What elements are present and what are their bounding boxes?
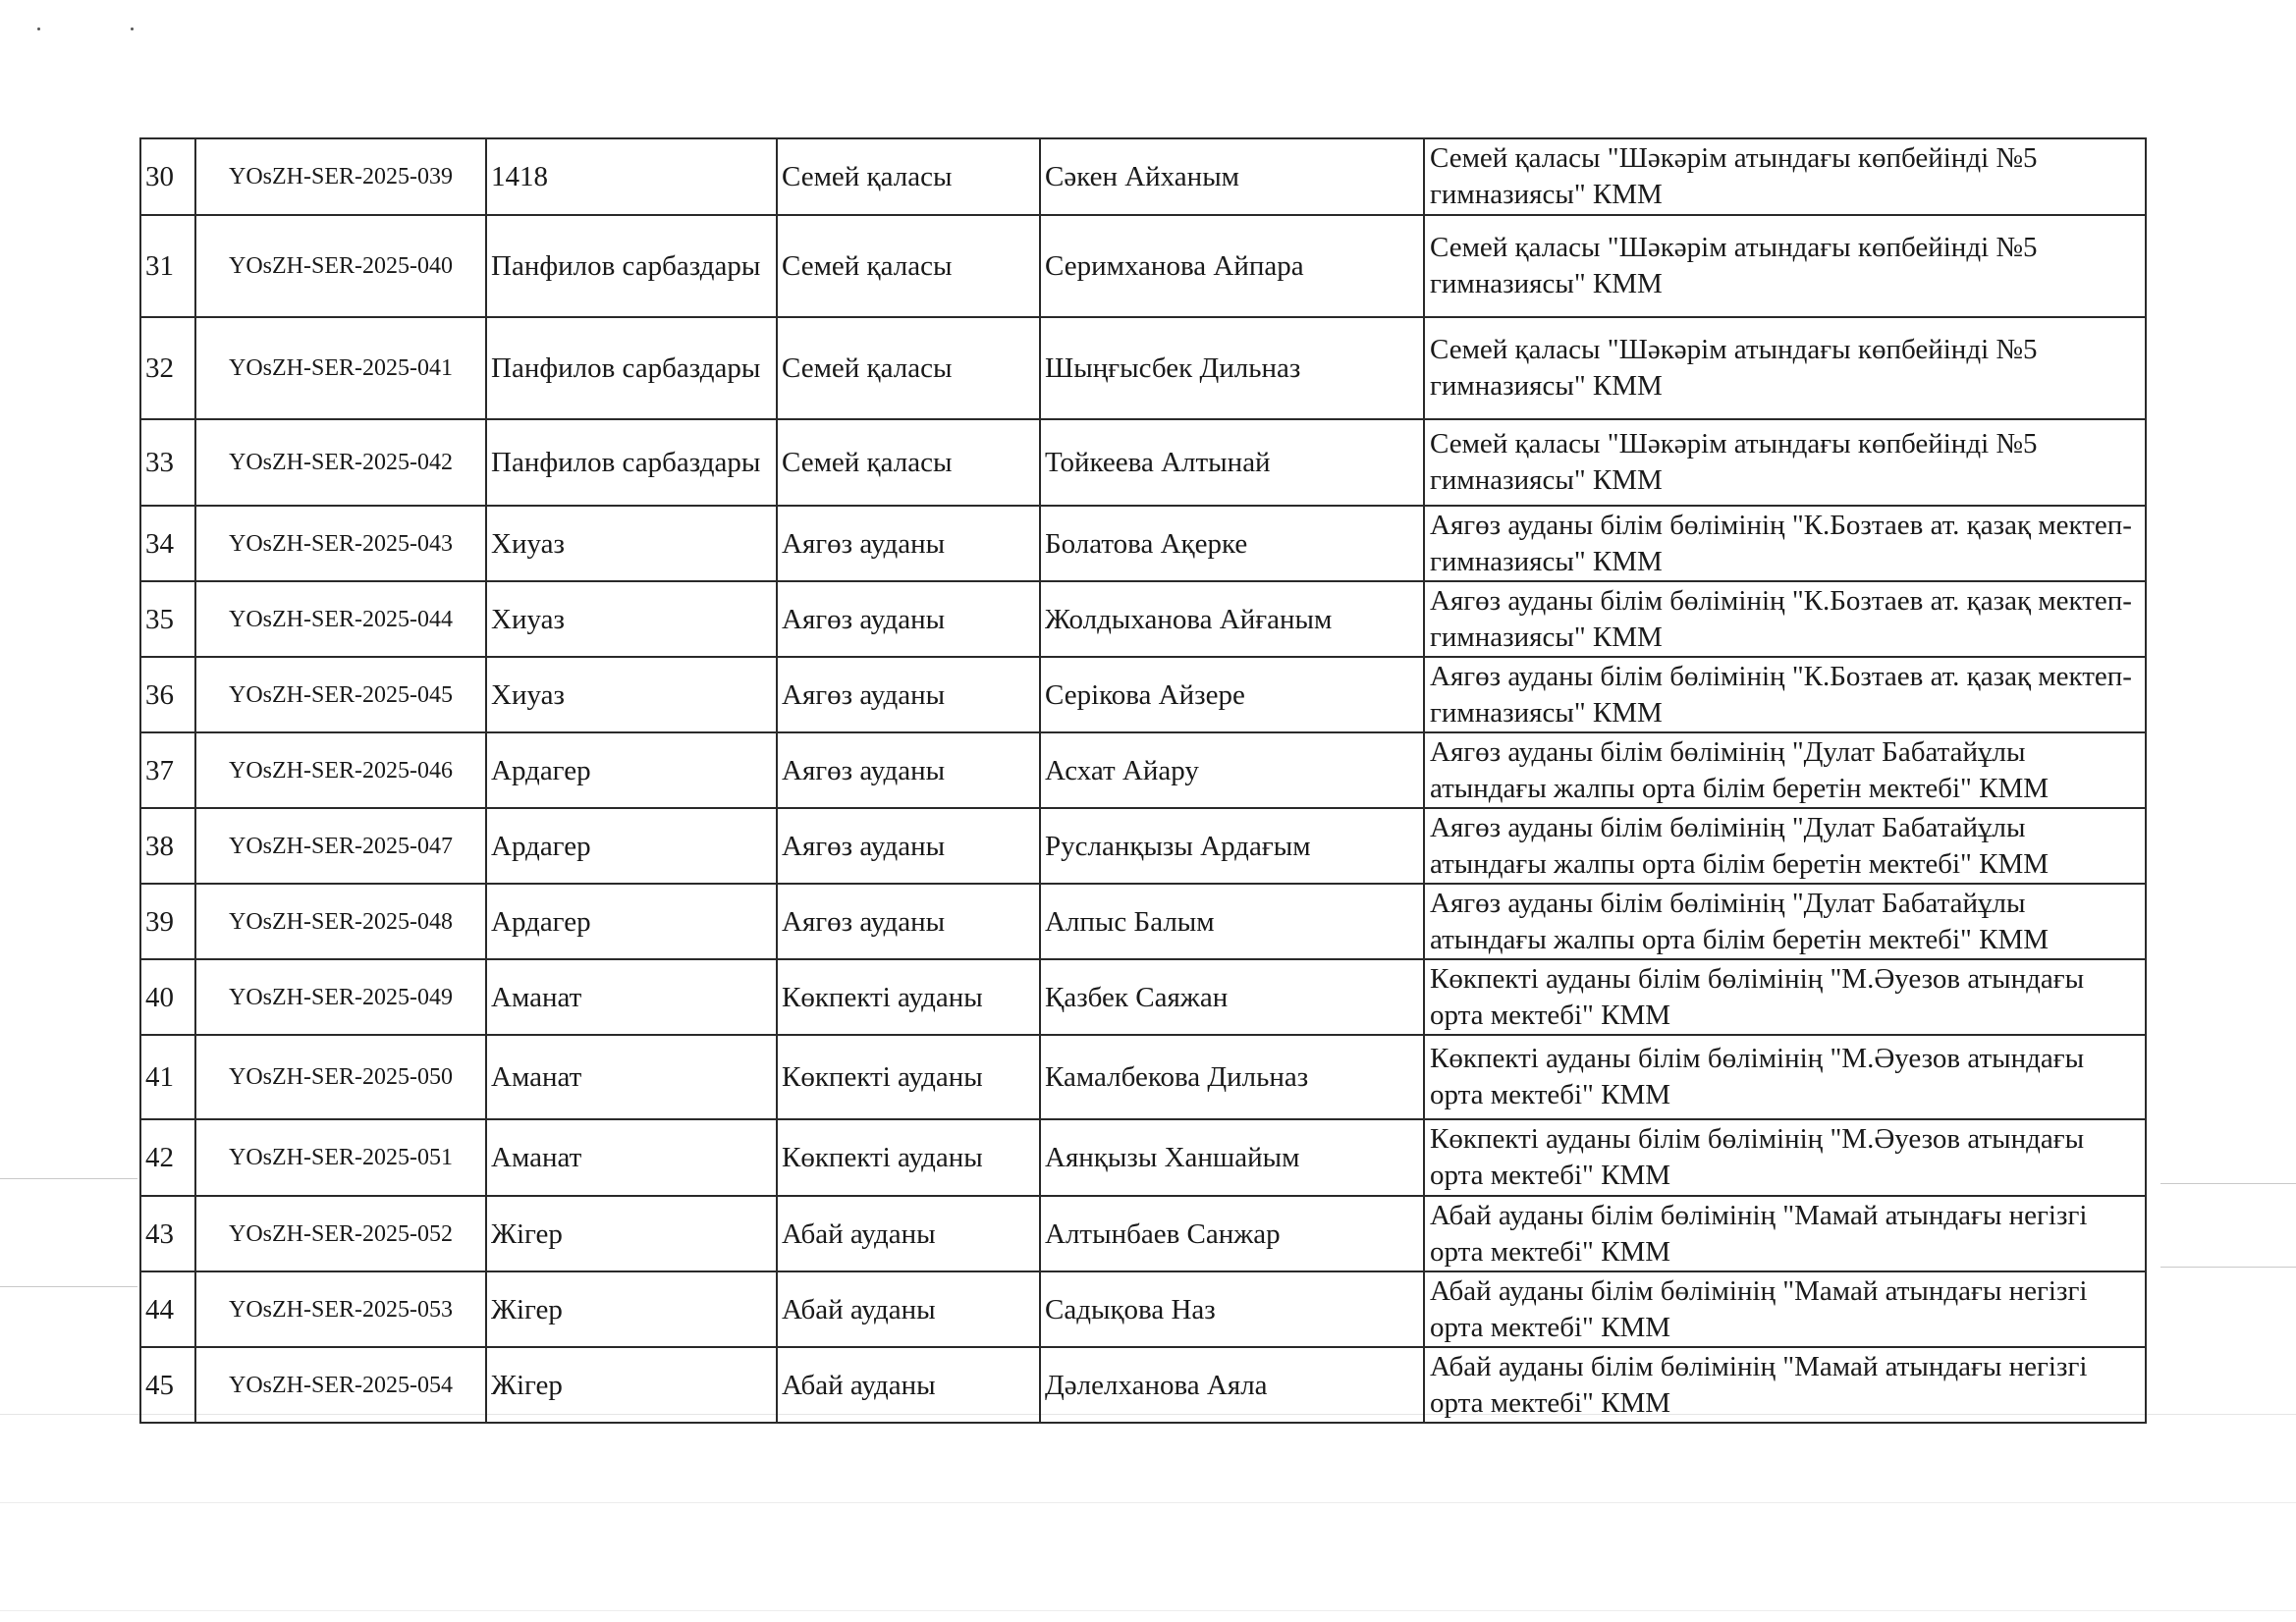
- participant-code: YOsZH-SER-2025-041: [195, 317, 486, 419]
- table-row: [140, 1035, 2146, 1119]
- school: Аягөз ауданы білім бөлімінің "К.Бозтаев ат. қазақ мектеп-гимназиясы" КММ: [1424, 581, 2146, 657]
- school: Семей қаласы "Шәкәрім атындағы көпбейінді №5 гимназиясы" КММ: [1424, 215, 2146, 317]
- district: Аягөз ауданы: [777, 732, 1040, 808]
- district: Семей қаласы: [777, 215, 1040, 317]
- district: Аягөз ауданы: [777, 808, 1040, 884]
- participant-code: YOsZH-SER-2025-053: [195, 1271, 486, 1347]
- table-row: [140, 317, 2146, 419]
- team-name: Панфилов сарбаздары: [486, 215, 777, 317]
- team-name: Ардагер: [486, 732, 777, 808]
- district: Көкпекті ауданы: [777, 1119, 1040, 1196]
- row-number: 36: [140, 657, 195, 732]
- row-number: 31: [140, 215, 195, 317]
- school: Абай ауданы білім бөлімінің "Мамай атындағы негізгі орта мектебі" КММ: [1424, 1196, 2146, 1271]
- team-name: Панфилов сарбаздары: [486, 419, 777, 506]
- table-row: [140, 1196, 2146, 1271]
- district: Семей қаласы: [777, 138, 1040, 215]
- participant-code: YOsZH-SER-2025-046: [195, 732, 486, 808]
- school: Семей қаласы "Шәкәрім атындағы көпбейінді №5 гимназиясы" КММ: [1424, 138, 2146, 215]
- row-number: 30: [140, 138, 195, 215]
- table-row: [140, 215, 2146, 317]
- table-row: [140, 1347, 2146, 1423]
- participant-code: YOsZH-SER-2025-042: [195, 419, 486, 506]
- district: Аягөз ауданы: [777, 884, 1040, 959]
- school: Аягөз ауданы білім бөлімінің "Дулат Бабатайұлы атындағы жалпы орта білім беретін мектебі" КММ: [1424, 732, 2146, 808]
- school: Семей қаласы "Шәкәрім атындағы көпбейінді №5 гимназиясы" КММ: [1424, 317, 2146, 419]
- scan-streak: [0, 1178, 137, 1179]
- district: Абай ауданы: [777, 1347, 1040, 1423]
- row-number: 43: [140, 1196, 195, 1271]
- district: Көкпекті ауданы: [777, 959, 1040, 1035]
- row-number: 34: [140, 506, 195, 581]
- team-name: Хиуаз: [486, 657, 777, 732]
- table-row: [140, 581, 2146, 657]
- team-name: Ардагер: [486, 808, 777, 884]
- table-row: [140, 808, 2146, 884]
- participant-name: Серимханова Айпара: [1040, 215, 1424, 317]
- district: Аягөз ауданы: [777, 581, 1040, 657]
- participant-name: Алтынбаев Санжар: [1040, 1196, 1424, 1271]
- participant-code: YOsZH-SER-2025-052: [195, 1196, 486, 1271]
- participant-code: YOsZH-SER-2025-039: [195, 138, 486, 215]
- row-number: 40: [140, 959, 195, 1035]
- team-name: Жігер: [486, 1196, 777, 1271]
- participant-name: Алпыс Балым: [1040, 884, 1424, 959]
- participant-name: Шыңғысбек Дильназ: [1040, 317, 1424, 419]
- row-number: 37: [140, 732, 195, 808]
- district: Семей қаласы: [777, 317, 1040, 419]
- participant-name: Камалбекова Дильназ: [1040, 1035, 1424, 1119]
- participant-name: Русланқызы Ардағым: [1040, 808, 1424, 884]
- scan-streak: [0, 1286, 137, 1287]
- district: Аягөз ауданы: [777, 657, 1040, 732]
- team-name: Ардагер: [486, 884, 777, 959]
- scan-streak: [0, 1610, 2296, 1611]
- participant-code: YOsZH-SER-2025-040: [195, 215, 486, 317]
- participant-name: Серікова Айзере: [1040, 657, 1424, 732]
- row-number: 32: [140, 317, 195, 419]
- school: Көкпекті ауданы білім бөлімінің "М.Әуезов атындағы орта мектебі" КММ: [1424, 1035, 2146, 1119]
- participant-name: Болатова Ақерке: [1040, 506, 1424, 581]
- row-number: 33: [140, 419, 195, 506]
- row-number: 39: [140, 884, 195, 959]
- participant-name: Қазбек Саяжан: [1040, 959, 1424, 1035]
- participant-name: Дәлелханова Аяла: [1040, 1347, 1424, 1423]
- table-row: [140, 506, 2146, 581]
- row-number: 35: [140, 581, 195, 657]
- team-name: Аманат: [486, 1119, 777, 1196]
- school: Көкпекті ауданы білім бөлімінің "М.Әуезов атындағы орта мектебі" КММ: [1424, 959, 2146, 1035]
- scan-streak: [2160, 1183, 2296, 1184]
- scan-streak: [2160, 1267, 2296, 1268]
- participant-code: YOsZH-SER-2025-047: [195, 808, 486, 884]
- school: Аягөз ауданы білім бөлімінің "К.Бозтаев ат. қазақ мектеп-гимназиясы" КММ: [1424, 506, 2146, 581]
- table-row: [140, 419, 2146, 506]
- participant-code: YOsZH-SER-2025-051: [195, 1119, 486, 1196]
- participant-name: Жолдыханова Айғаным: [1040, 581, 1424, 657]
- school: Семей қаласы "Шәкәрім атындағы көпбейінді №5 гимназиясы" КММ: [1424, 419, 2146, 506]
- table-row: [140, 884, 2146, 959]
- table-row: [140, 138, 2146, 215]
- participant-name: Тойкеева Алтынай: [1040, 419, 1424, 506]
- scan-streak: [0, 1502, 2296, 1503]
- participant-code: YOsZH-SER-2025-054: [195, 1347, 486, 1423]
- participant-code: YOsZH-SER-2025-048: [195, 884, 486, 959]
- row-number: 41: [140, 1035, 195, 1119]
- table-row: [140, 657, 2146, 732]
- row-number: 45: [140, 1347, 195, 1423]
- district: Семей қаласы: [777, 419, 1040, 506]
- school: Аягөз ауданы білім бөлімінің "Дулат Бабатайұлы атындағы жалпы орта білім беретін мектебі" КММ: [1424, 808, 2146, 884]
- district: Абай ауданы: [777, 1196, 1040, 1271]
- participants-table: [139, 137, 2147, 1424]
- table-row: [140, 1271, 2146, 1347]
- row-number: 38: [140, 808, 195, 884]
- district: Көкпекті ауданы: [777, 1035, 1040, 1119]
- school: Көкпекті ауданы білім бөлімінің "М.Әуезов атындағы орта мектебі" КММ: [1424, 1119, 2146, 1196]
- district: Аягөз ауданы: [777, 506, 1040, 581]
- team-name: Жігер: [486, 1347, 777, 1423]
- school: Абай ауданы білім бөлімінің "Мамай атындағы негізгі орта мектебі" КММ: [1424, 1271, 2146, 1347]
- team-name: Жігер: [486, 1271, 777, 1347]
- school: Аягөз ауданы білім бөлімінің "Дулат Бабатайұлы атындағы жалпы орта білім беретін мектебі" КММ: [1424, 884, 2146, 959]
- team-name: Аманат: [486, 959, 777, 1035]
- team-name: Хиуаз: [486, 581, 777, 657]
- school: Аягөз ауданы білім бөлімінің "К.Бозтаев ат. қазақ мектеп-гимназиясы" КММ: [1424, 657, 2146, 732]
- scan-speck: [131, 27, 134, 30]
- row-number: 44: [140, 1271, 195, 1347]
- participant-code: YOsZH-SER-2025-044: [195, 581, 486, 657]
- team-name: Аманат: [486, 1035, 777, 1119]
- team-name: 1418: [486, 138, 777, 215]
- scan-speck: [37, 27, 40, 30]
- team-name: Панфилов сарбаздары: [486, 317, 777, 419]
- table-row: [140, 959, 2146, 1035]
- participant-code: YOsZH-SER-2025-050: [195, 1035, 486, 1119]
- participant-name: Асхат Айару: [1040, 732, 1424, 808]
- table-row: [140, 1119, 2146, 1196]
- table-row: [140, 732, 2146, 808]
- row-number: 42: [140, 1119, 195, 1196]
- participant-code: YOsZH-SER-2025-045: [195, 657, 486, 732]
- participant-name: Садықова Наз: [1040, 1271, 1424, 1347]
- participant-code: YOsZH-SER-2025-049: [195, 959, 486, 1035]
- participant-name: Аянқызы Ханшайым: [1040, 1119, 1424, 1196]
- participant-name: Сәкен Айханым: [1040, 138, 1424, 215]
- participant-code: YOsZH-SER-2025-043: [195, 506, 486, 581]
- school: Абай ауданы білім бөлімінің "Мамай атындағы негізгі орта мектебі" КММ: [1424, 1347, 2146, 1423]
- district: Абай ауданы: [777, 1271, 1040, 1347]
- team-name: Хиуаз: [486, 506, 777, 581]
